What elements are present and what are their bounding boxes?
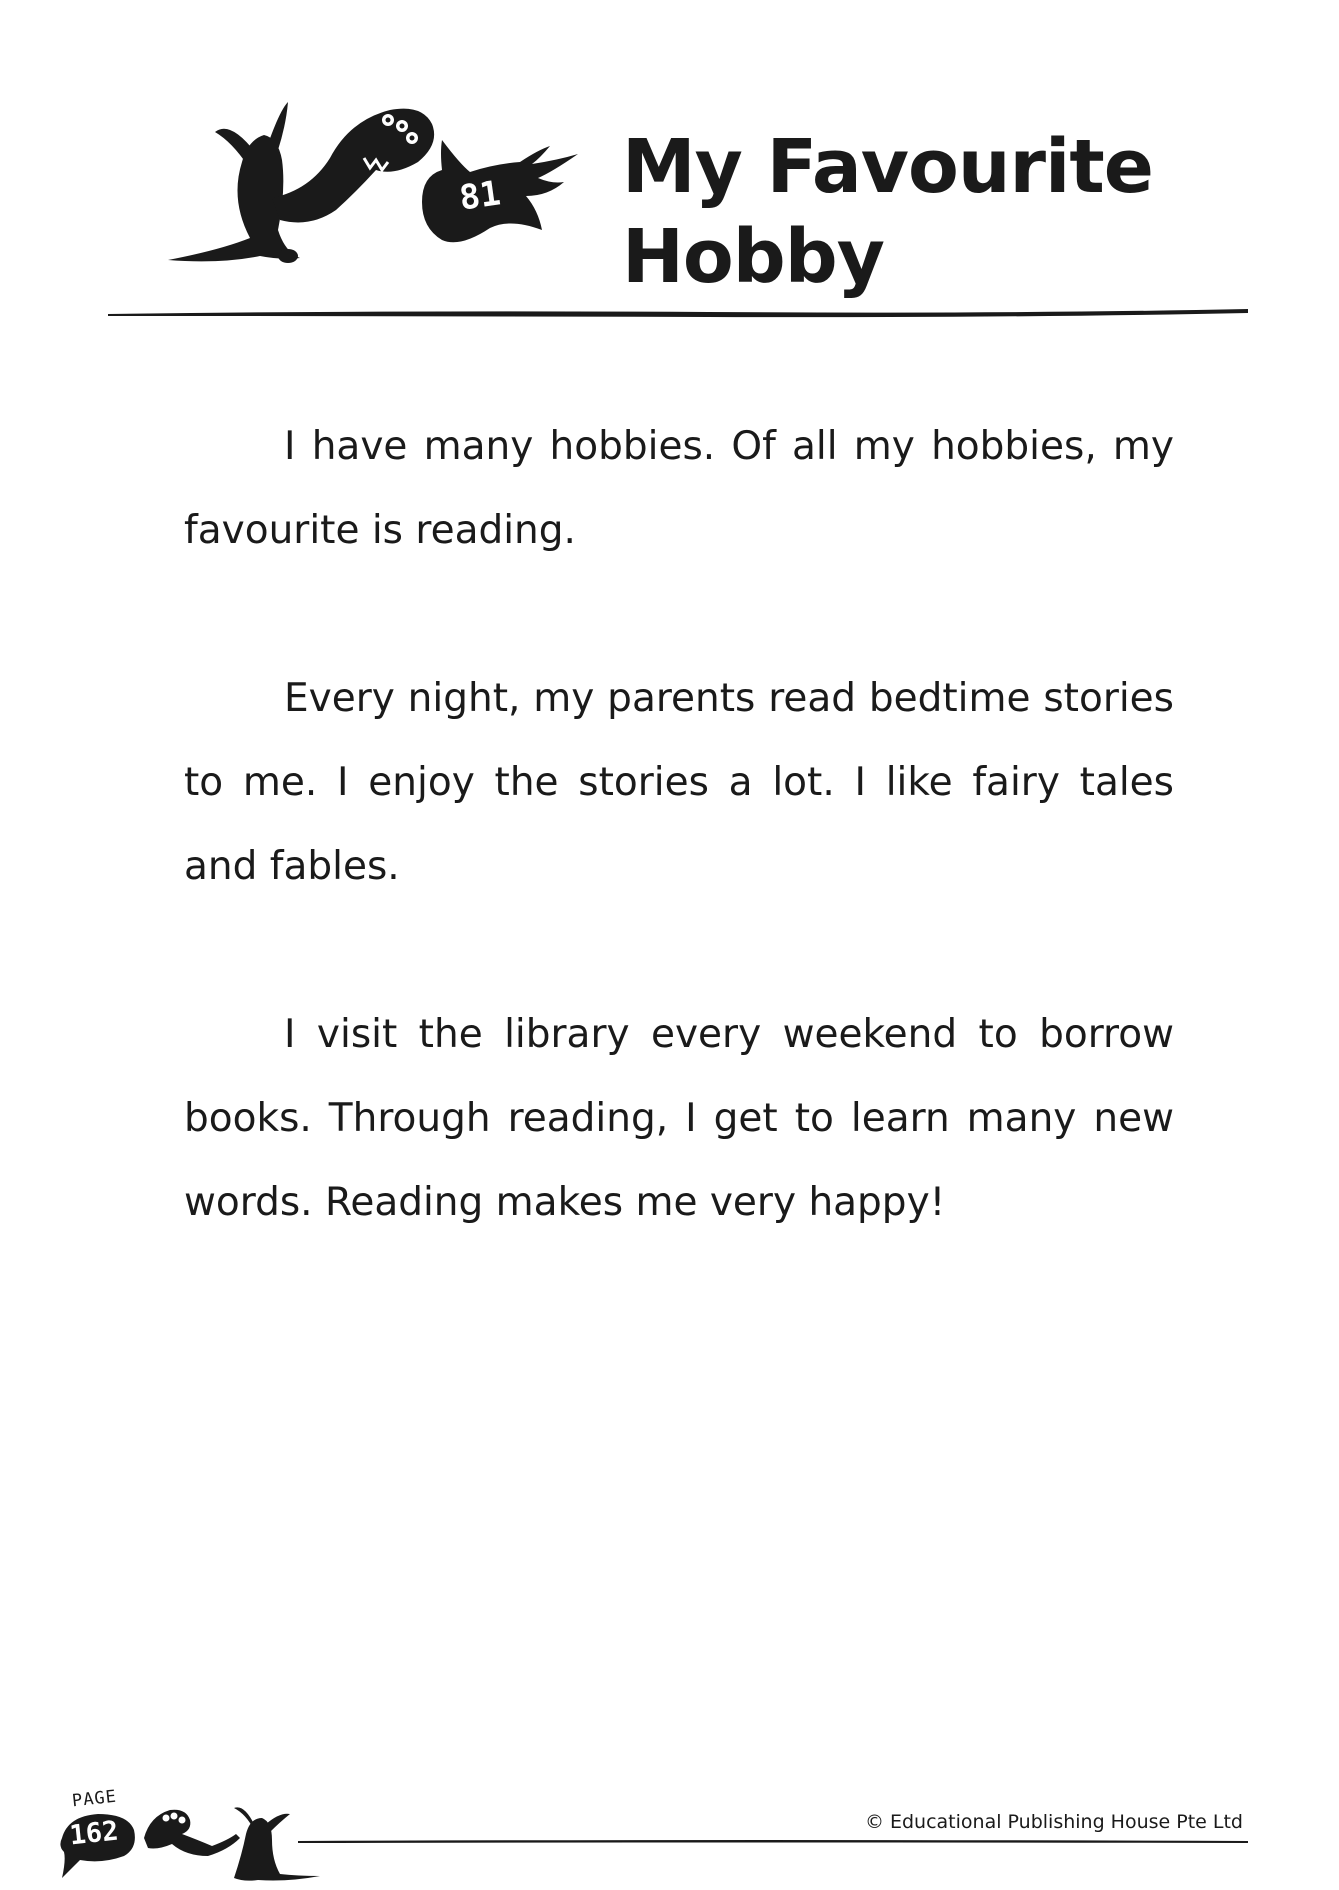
title-line-2: Hobby (622, 214, 884, 300)
story-paragraph-3: I visit the library every weekend to borrow books. Through reading, I get to learn many new words. Reading makes me very happy! (184, 1012, 1174, 1225)
story-paragraph-1: I have many hobbies. Of all my hobbies, my favourite is reading. (184, 424, 1174, 553)
page-title (622, 122, 1242, 302)
title-line-1: My Favourite (622, 124, 1153, 210)
title-divider (108, 306, 1248, 322)
footer-divider (58, 1838, 1248, 1844)
page-number: 162 (68, 1815, 120, 1852)
copyright-notice: © Educational Publishing House Pte Ltd (864, 1811, 1243, 1833)
story-paragraph-2: Every night, my parents read bedtime stories to me. I enjoy the stories a lot. I like fairy tales and fables. (184, 676, 1174, 889)
monster-characters-icon (160, 80, 590, 280)
story-body (184, 405, 1174, 1329)
unit-number-badge: 81 (456, 173, 504, 219)
page-label: PAGE (71, 1786, 118, 1812)
